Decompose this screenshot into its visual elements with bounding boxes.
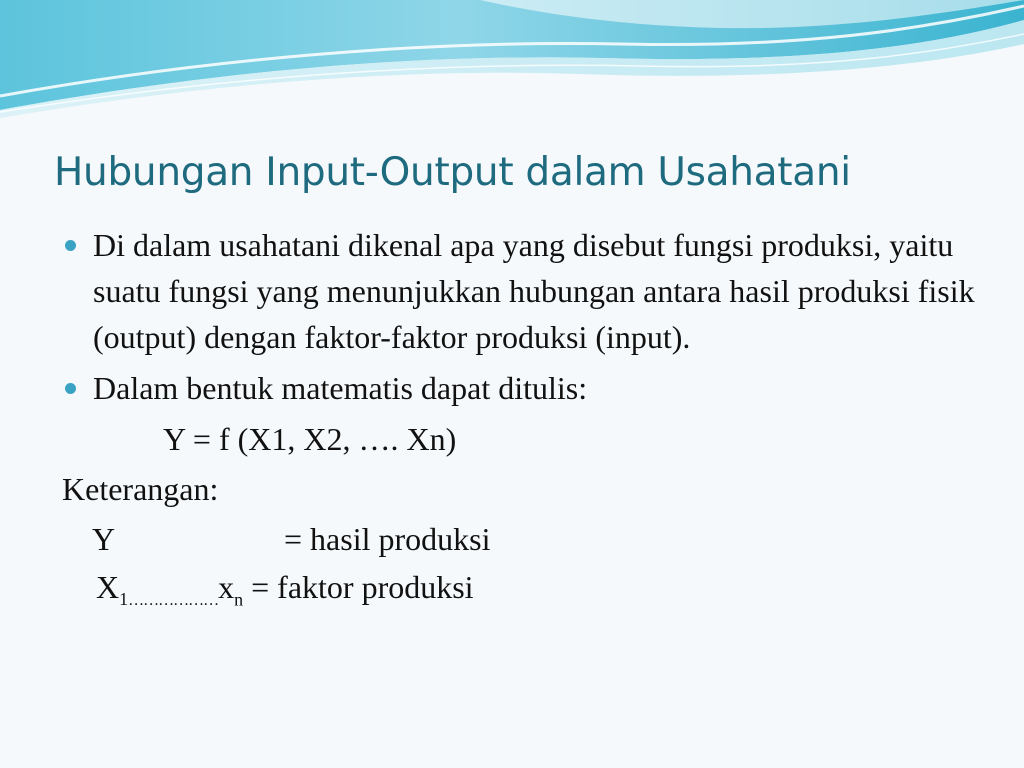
bullet-item (62, 222, 992, 360)
slide-title: Hubungan Input-Output dalam Usahatani (54, 150, 851, 195)
x-subscript-dots: ……………… (128, 592, 219, 610)
bullet-dot-icon (65, 383, 76, 394)
production-function-formula: Y = f (X1, X2, …. Xn) (163, 421, 457, 457)
x-definition (96, 564, 474, 624)
y-symbol: Y (92, 521, 116, 557)
keterangan-label: Keterangan: (62, 471, 219, 507)
x-symbol: X (96, 569, 120, 605)
definition-row-x (62, 564, 992, 616)
bullet-text: Dalam bentuk matematis dapat ditulis: (93, 370, 588, 406)
slide-content (62, 222, 992, 616)
bullet-dot-icon (65, 240, 76, 251)
x-subscript-end: n (234, 589, 244, 610)
header-wave-decoration (0, 0, 1024, 130)
x-subscript-start: 1 (119, 589, 129, 610)
x-end-symbol: x (218, 569, 235, 605)
definition-row-y (62, 512, 992, 564)
bullet-item (62, 365, 992, 411)
bullet-text: Di dalam usahatani dikenal apa yang disebut fungsi produksi, yaitu suatu fungsi yang menunjukkan hubungan antara hasil produksi fisik (output) dengan faktor-faktor produksi (input). (93, 227, 975, 355)
x-meaning: = faktor produksi (243, 569, 474, 605)
y-meaning: = hasil produksi (284, 521, 491, 557)
